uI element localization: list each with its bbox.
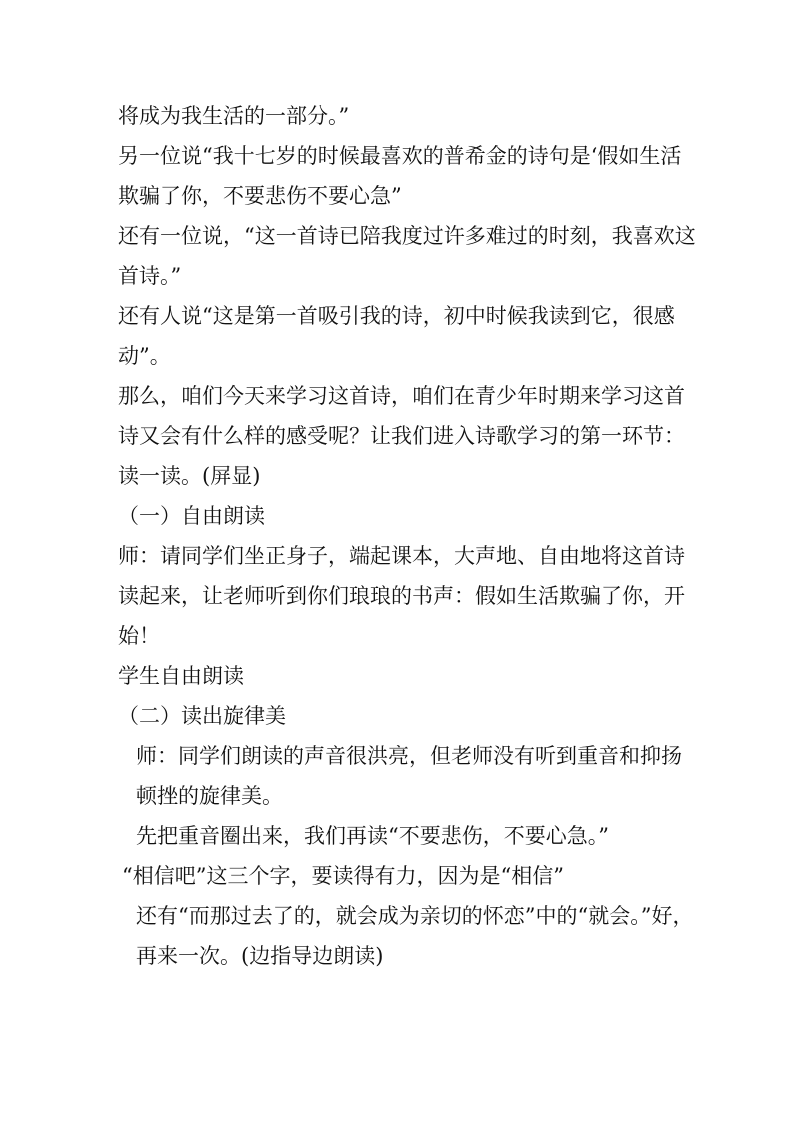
paragraph-7: 学生自由朗读 <box>118 664 244 688</box>
section-heading-2: （二）读出旋律美 <box>118 704 286 728</box>
paragraph-9: 先把重音圈出来，我们再读“不要悲伤，不要心急。” <box>136 824 609 848</box>
paragraph-2: 另一位说“我十七岁的时候最喜欢的普希金的诗句是‘假如生活欺骗了你，不要悲伤不要心急” <box>118 144 682 208</box>
paragraph-5: 那么，咱们今天来学习这首诗，咱们在青少年时期来学习这首诗又会有什么样的感受呢？让我们进入诗歌学习的第一环节：读一读。(屏显) <box>118 384 685 488</box>
paragraph-3: 还有一位说，“这一首诗已陪我度过许多难过的时刻，我喜欢这首诗。” <box>118 224 696 288</box>
paragraph-1: 将成为我生活的一部分。” <box>118 104 350 128</box>
paragraph-10: “相信吧”这三个字，要读得有力，因为是“相信” <box>122 864 564 888</box>
section-heading-1: （一）自由朗读 <box>118 504 265 528</box>
paragraph-6: 师：请同学们坐正身子，端起课本，大声地、自由地将这首诗读起来，让老师听到你们琅琅的书声：假如生活欺骗了你，开始！ <box>118 544 685 648</box>
paragraph-8: 师：同学们朗读的声音很洪亮，但老师没有听到重音和抑扬顿挫的旋律美。 <box>136 744 682 808</box>
paragraph-4: 还有人说“这是第一首吸引我的诗，初中时候我读到它，很感动”。 <box>118 304 675 368</box>
document-body <box>118 96 698 976</box>
paragraph-11: 还有“而那过去了的，就会成为亲切的怀恋”中的“就会。”好，再来一次。(边指导边朗读) <box>136 904 694 968</box>
